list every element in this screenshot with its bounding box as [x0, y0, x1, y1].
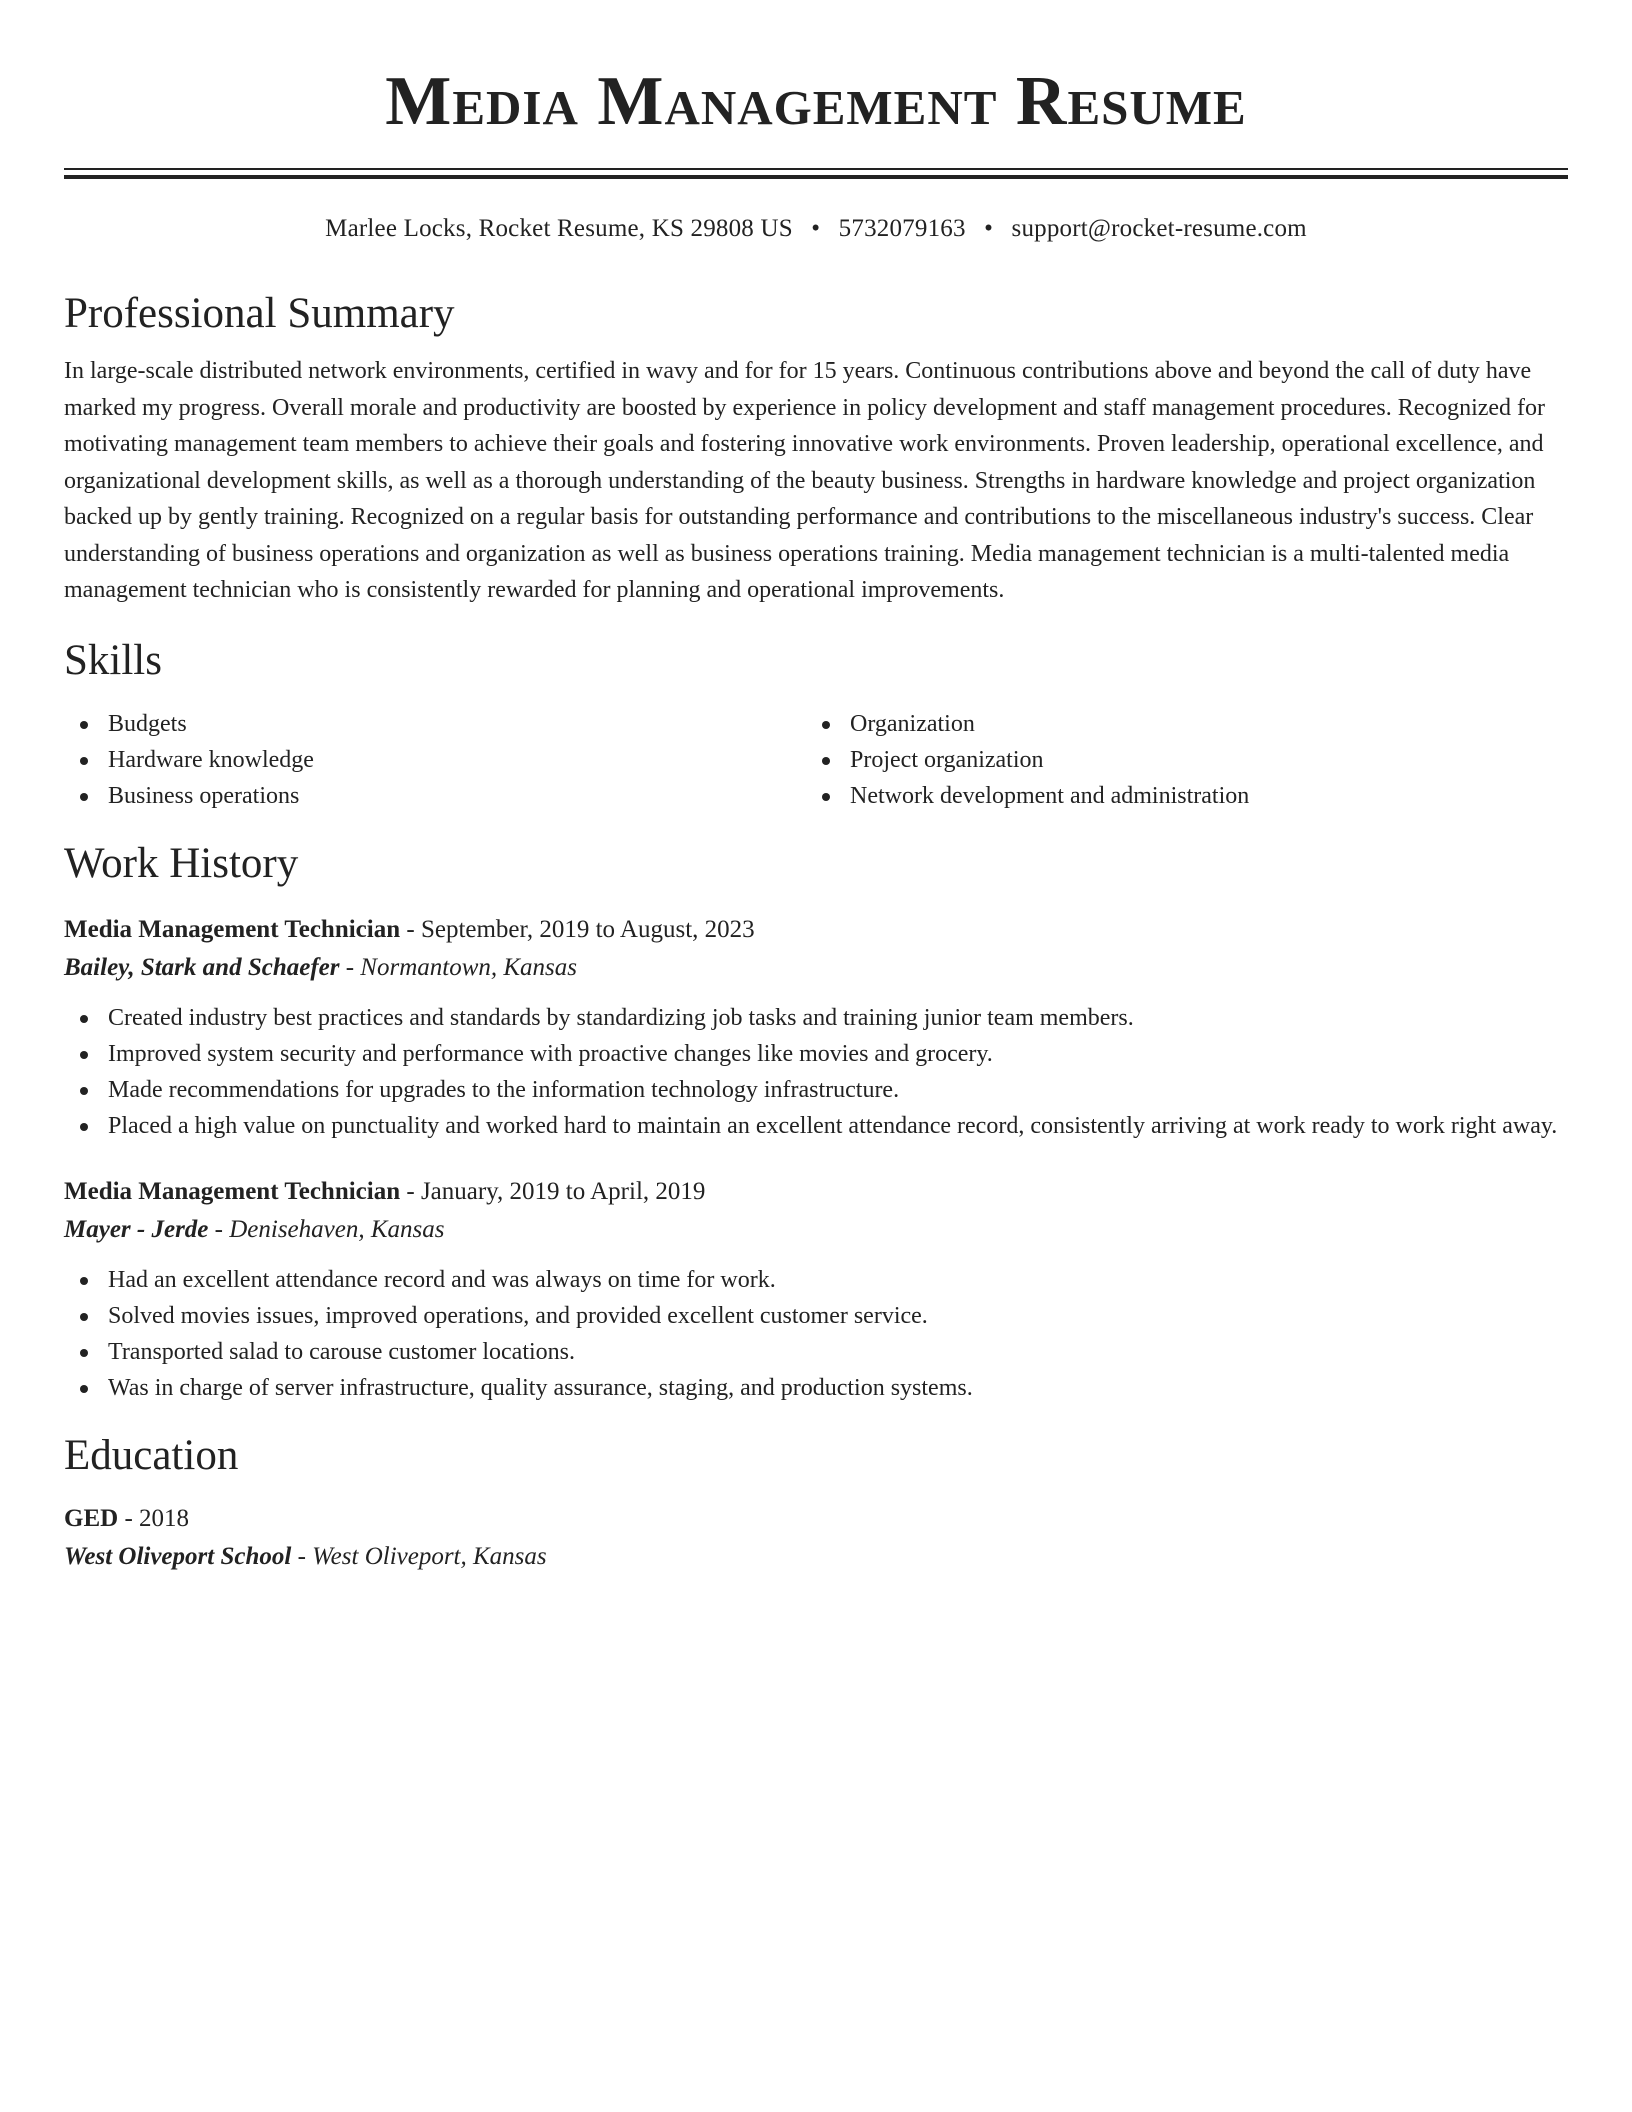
education-school: West Oliveport School [64, 1542, 292, 1570]
job-title-line: Media Management Technician - September, 2019 to August, 2023 [64, 915, 755, 943]
job-location: Normantown, Kansas [360, 953, 578, 981]
job-title-line: Media Management Technician - January, 2019 to April, 2019 [64, 1177, 706, 1205]
summary-text: In large-scale distributed network environments, certified in wavy and for for 15 years. Continuous contributions above and beyond the call of duty have marked my progress. Overall morale and productivity are boosted by experience in policy development and staff management procedures. Recognized for motivating management team members to achieve their goals and fostering innovative work environments. Proven leadership, operational excellence, and organizational development skills, as well as a thorough understanding of the beauty business. Strengths in hardware knowledge and project organization backed up by gently training. Recognized on a regular basis for outstanding performance and contributions to the miscellaneous industry's success. Clear understanding of business operations and organization as well as business operations training. Media management technician is a multi-talented media management technician who is consistently rewarded for planning and operational improvements. [64, 358, 1546, 603]
contact-separator: • [811, 215, 821, 242]
contact-email: support@rocket-resume.com [1011, 215, 1307, 242]
skill-item: Business operations [64, 778, 806, 814]
contact-phone: 5732079163 [838, 215, 966, 242]
employer-line: Mayer - Jerde - Denisehaven, Kansas [64, 1215, 445, 1243]
job-entry [64, 912, 1568, 1144]
job-duty: Transported salad to carouse customer locations. [64, 1334, 1568, 1370]
job-dates: September, 2019 to August, 2023 [420, 915, 755, 943]
work-history-heading: Work History [64, 839, 299, 887]
contact-line [64, 212, 1568, 246]
education-entry [64, 1501, 1568, 1577]
job-role: Media Management Technician [64, 915, 401, 943]
education-degree: GED [64, 1504, 119, 1532]
education-school-line: West Oliveport School - West Oliveport, Kansas [64, 1542, 547, 1570]
skills-column-left [64, 706, 806, 814]
skill-item: Network development and administration [806, 778, 1548, 814]
education-location: West Oliveport, Kansas [312, 1542, 547, 1570]
job-company: Bailey, Stark and Schaefer [64, 953, 340, 981]
job-location: Denisehaven, Kansas [229, 1215, 445, 1243]
job-entry [64, 1174, 1568, 1406]
title-divider [64, 168, 1568, 179]
resume-title: Media Management Resume [385, 63, 1247, 140]
skills-list [64, 706, 1568, 814]
contact-name-address: Marlee Locks, Rocket Resume, KS 29808 US [325, 215, 793, 242]
job-dates: January, 2019 to April, 2019 [420, 1177, 706, 1205]
skill-item: Organization [806, 706, 1548, 742]
contact-separator: • [984, 215, 994, 242]
job-duties [64, 1000, 1568, 1144]
job-duty: Placed a high value on punctuality and worked hard to maintain an excellent attendance record, consistently arriving at work ready to work right away. [64, 1108, 1568, 1144]
job-duty: Improved system security and performance with proactive changes like movies and grocery. [64, 1036, 1568, 1072]
education-degree-line: GED - 2018 [64, 1504, 190, 1532]
job-duty: Solved movies issues, improved operations, and provided excellent customer service. [64, 1298, 1568, 1334]
skill-item: Project organization [806, 742, 1548, 778]
employer-line: Bailey, Stark and Schaefer - Normantown, Kansas [64, 953, 578, 981]
job-company: Mayer - Jerde [64, 1215, 209, 1243]
job-duty: Had an excellent attendance record and was always on time for work. [64, 1262, 1568, 1298]
job-duty: Created industry best practices and standards by standardizing job tasks and training junior team members. [64, 1000, 1568, 1036]
skills-heading: Skills [64, 636, 162, 684]
skills-column-right [806, 706, 1548, 814]
skill-item: Budgets [64, 706, 806, 742]
education-year: 2018 [139, 1504, 190, 1532]
job-duty: Was in charge of server infrastructure, quality assurance, staging, and production systems. [64, 1370, 1568, 1406]
job-duty: Made recommendations for upgrades to the information technology infrastructure. [64, 1072, 1568, 1108]
summary-heading: Professional Summary [64, 290, 455, 337]
education-heading: Education [64, 1431, 239, 1479]
skill-item: Hardware knowledge [64, 742, 806, 778]
job-duties [64, 1262, 1568, 1406]
resume-page [0, 58, 1632, 2112]
job-role: Media Management Technician [64, 1177, 401, 1205]
